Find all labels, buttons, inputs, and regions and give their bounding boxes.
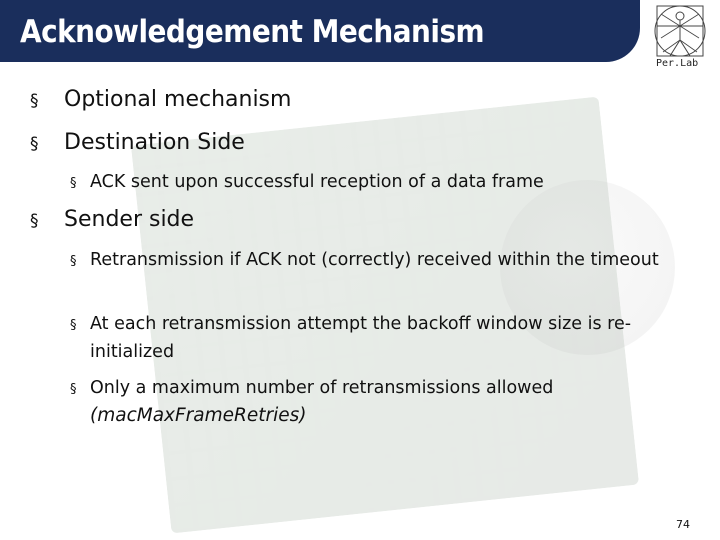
sub-bullet-mark: § — [70, 254, 77, 269]
bullet-mark: § — [30, 211, 39, 231]
slide-title: Acknowledgement Mechanism — [20, 14, 485, 50]
page-number: 74 — [676, 518, 690, 531]
bullet-mark: § — [30, 134, 39, 154]
bullet-mark: § — [30, 91, 39, 111]
logo-text: Per.Lab — [656, 58, 699, 69]
sub-bullet-mark: § — [70, 318, 77, 333]
sub-bullet-mark: § — [70, 176, 77, 191]
sub-bullet-mark: § — [70, 382, 77, 397]
mac-max-frame-retries-param: (macMaxFrameRetries) — [90, 405, 307, 426]
